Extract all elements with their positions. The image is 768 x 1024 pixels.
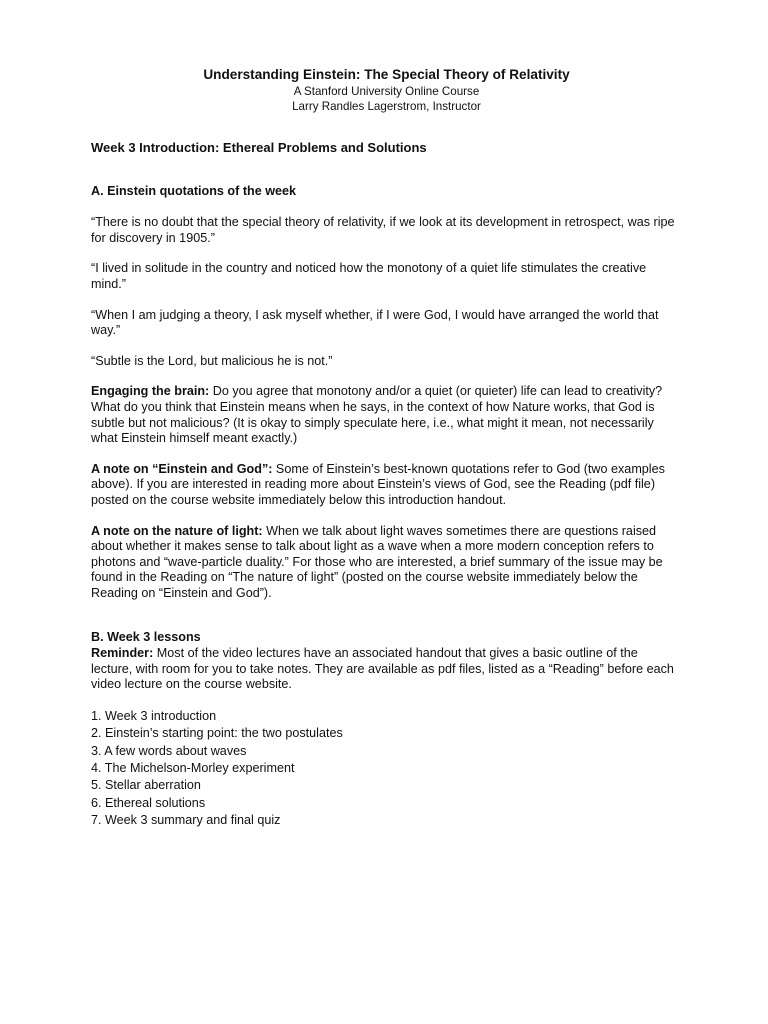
note-einstein-god-text: Some of Einstein’s best-known quotations refer to God (two examples above). If you are interested in reading more about Einstein’s views of God, see the Reading (pdf file) posted on the course website immediately below this introduction handout. <box>91 461 665 507</box>
engaging-the-brain-paragraph <box>91 384 682 446</box>
engaging-the-brain-text: Do you agree that monotony and/or a quiet (or quieter) life can lead to creativity? What do you think that Einstein means when he says, in the context of how Nature works, that God is subtle but not malicious? (It is okay to simply speculate here, i.e., what might it mean, not necessarily what Einstein himself meant exactly.) <box>91 384 663 446</box>
engaging-the-brain-label: Engaging the brain: <box>91 384 210 399</box>
quote-3: “When I am judging a theory, I ask myself whether, if I were God, I would have arranged the world that way.” <box>91 307 659 338</box>
lesson-list <box>91 708 682 830</box>
lesson-item: 6. Ethereal solutions <box>91 795 206 810</box>
quote-1: “There is no doubt that the special theory of relativity, if we look at its development in retrospect, was ripe for discovery in 1905.” <box>91 215 675 245</box>
note-einstein-god-label: A note on “Einstein and God”: <box>91 461 273 476</box>
quote-4: “Subtle is the Lord, but malicious he is not.” <box>91 353 333 368</box>
document-title: Understanding Einstein: The Special Theory of Relativity <box>203 67 570 82</box>
lesson-item: 1. Week 3 introduction <box>91 708 217 723</box>
reminder-text: Most of the video lectures have an associated handout that gives a basic outline of the lecture, with room for you to take notes. They are available as pdf files, listed as a “Reading” before each video lecture on the course website. <box>91 646 674 692</box>
note-nature-of-light-label: A note on the nature of light: <box>91 523 263 538</box>
instructor-name: Larry Randles Lagerstrom, Instructor <box>292 100 481 113</box>
note-nature-of-light-text: When we talk about light waves sometimes there are questions raised about whether it makes sense to talk about light as a wave when a more modern conception refers to photons and “wave-particle duality.” For those who are interested, a brief summary of the issue may be found in the Reading on “The nature of light” (posted on the course website immediately below the Reading on “Einstein and God”). <box>91 523 663 600</box>
section-a-heading: A. Einstein quotations of the week <box>91 183 297 198</box>
course-subtitle: A Stanford University Online Course <box>293 85 480 98</box>
lesson-item: 3. A few words about waves <box>91 743 247 758</box>
reminder-paragraph <box>91 646 682 693</box>
lesson-item: 2. Einstein’s starting point: the two postulates <box>91 726 343 741</box>
note-einstein-god-paragraph <box>91 462 682 509</box>
lesson-item: 7. Week 3 summary and final quiz <box>91 813 281 828</box>
quote-2: “I lived in solitude in the country and noticed how the monotony of a quiet life stimulates the creative mind.” <box>91 261 647 291</box>
reminder-label: Reminder: <box>91 646 154 661</box>
lesson-item: 5. Stellar aberration <box>91 778 201 793</box>
lesson-item: 4. The Michelson-Morley experiment <box>91 761 295 776</box>
section-b-heading: B. Week 3 lessons <box>91 630 201 645</box>
document-header <box>91 66 682 114</box>
section-spacer <box>91 616 682 630</box>
note-nature-of-light-paragraph <box>91 524 682 602</box>
week-title: Week 3 Introduction: Ethereal Problems and Solutions <box>91 140 427 155</box>
